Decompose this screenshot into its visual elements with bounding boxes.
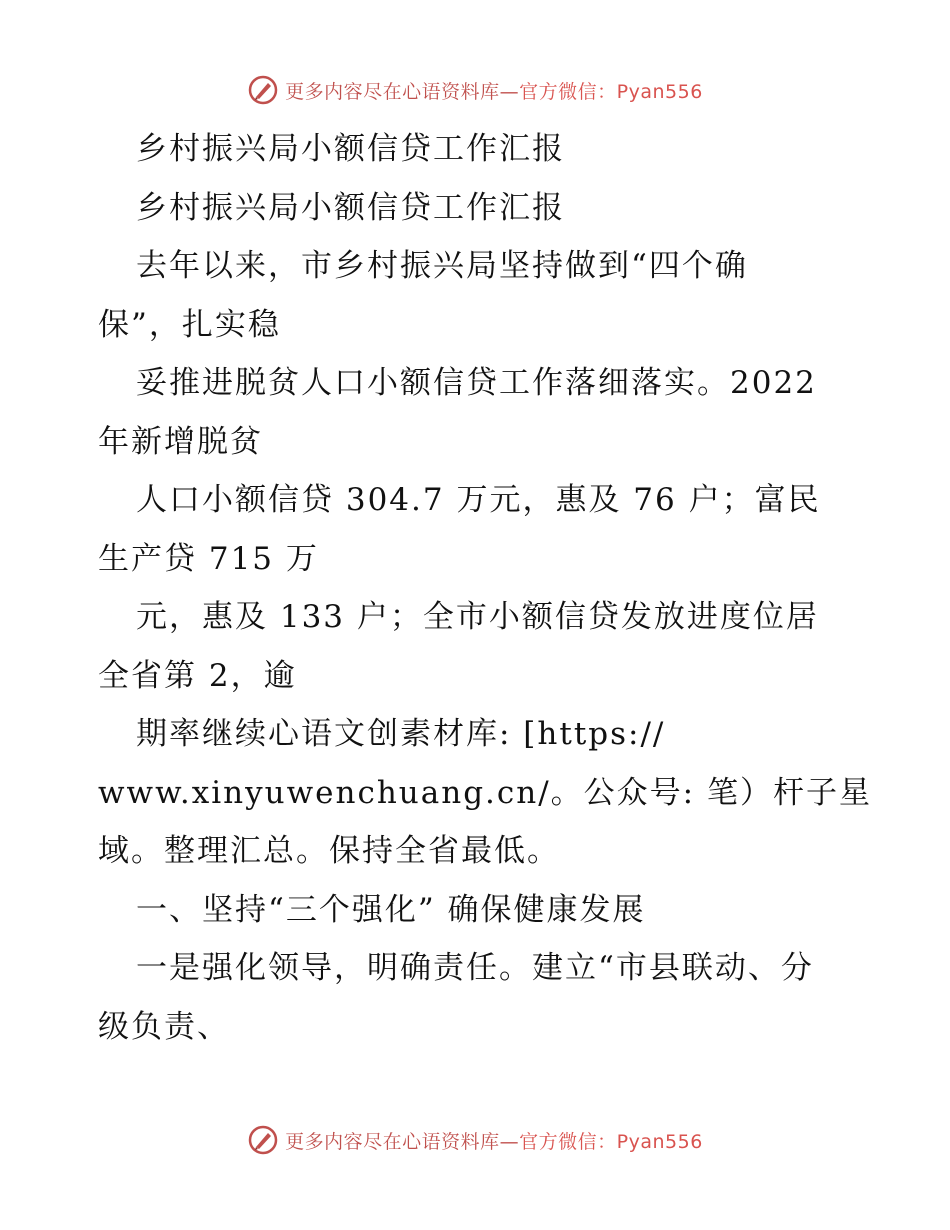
doc-line: 年新增脱贫	[98, 423, 263, 460]
doc-line: 人口小额信贷 304.7 万元，惠及 76 户；富民	[136, 482, 821, 518]
doc-line: 去年以来，市乡村振兴局坚持做到“四个确	[136, 248, 748, 284]
doc-line: 妥推进脱贫人口小额信贷工作落细落实。2022	[136, 365, 817, 401]
doc-line: 元，惠及 133 户；全市小额信贷发放进度位居	[136, 599, 819, 635]
banner-brand: 更多内容尽在心语资料库	[285, 1130, 500, 1153]
doc-line: 一是强化领导，明确责任。建立“市县联动、分	[136, 950, 814, 986]
banner-contact: 官方微信：Pyan556	[519, 1130, 703, 1153]
header-watermark-banner	[0, 70, 950, 110]
doc-line: 乡村振兴局小额信贷工作汇报	[136, 189, 565, 226]
footer-watermark-banner	[0, 1120, 950, 1160]
document-body	[98, 120, 872, 1056]
doc-line: www.xinyuwenchuang.cn/。公众号: 笔）杆子星	[98, 774, 872, 811]
banner-separator: —	[499, 1130, 520, 1153]
doc-line: 域。整理汇总。保持全省最低。	[98, 833, 560, 869]
banner-contact: 官方微信：Pyan556	[519, 80, 703, 103]
doc-line: 期率继续心语文创素材库: [https://	[136, 716, 666, 752]
banner-separator: —	[499, 80, 520, 103]
doc-line: 生产贷 715 万	[98, 540, 319, 577]
banner-label	[285, 77, 703, 104]
doc-line: 级负责、	[98, 1008, 230, 1045]
doc-line: 全省第 2，逾	[98, 657, 297, 694]
doc-line: 一、坚持“三个强化” 确保健康发展	[136, 891, 646, 928]
banner-label	[285, 1127, 703, 1154]
banner-brand: 更多内容尽在心语资料库	[285, 80, 500, 103]
pen-logo-icon	[247, 1124, 279, 1156]
doc-line: 保”，扎实稳	[98, 306, 281, 343]
pen-logo-icon	[247, 74, 279, 106]
doc-line: 乡村振兴局小额信贷工作汇报	[136, 131, 565, 167]
